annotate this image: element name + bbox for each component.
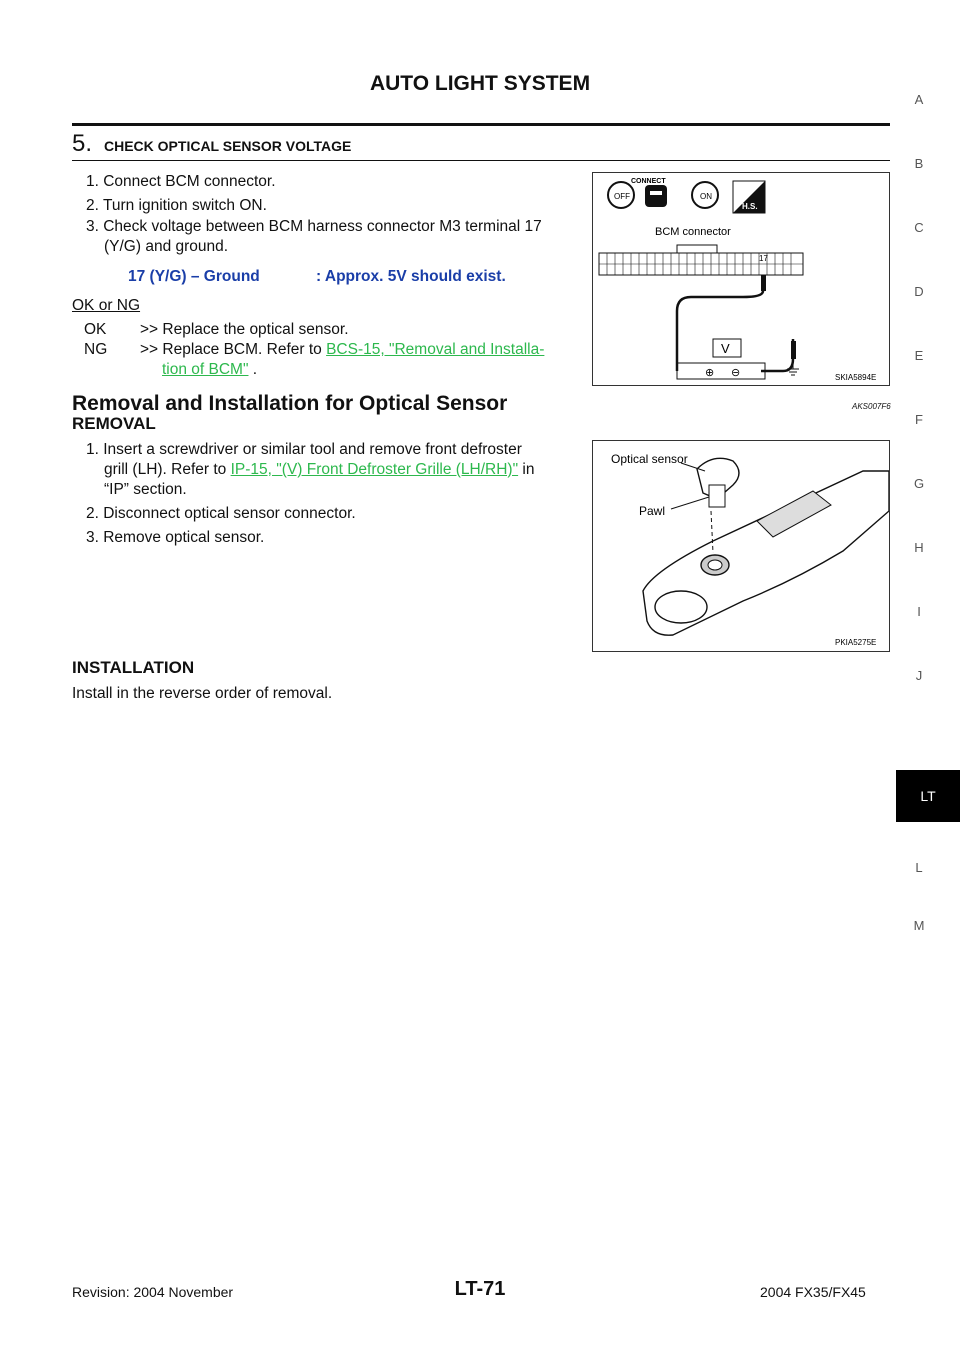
step-item-2: 2. Turn ignition switch ON.	[86, 197, 267, 214]
side-index-l[interactable]: L	[915, 860, 923, 875]
svg-text:Pawl: Pawl	[639, 504, 666, 518]
svg-text:ON: ON	[700, 192, 712, 201]
page-title: AUTO LIGHT SYSTEM	[369, 72, 591, 95]
side-index-f[interactable]: F	[915, 412, 923, 427]
optical-sensor-diagram	[593, 441, 889, 651]
bcm-connector-figure	[592, 172, 890, 386]
bcs-15-link-cont[interactable]: tion of BCM"	[162, 361, 249, 378]
ok-label: OK	[84, 321, 107, 338]
spec-label: 17 (Y/G) – Ground	[128, 268, 260, 285]
svg-text:BCM connector: BCM connector	[655, 226, 731, 238]
removal-step-3: 3. Remove optical sensor.	[86, 529, 265, 546]
section-code: AKS007F6	[852, 402, 891, 411]
removal-step-1-cont	[104, 460, 534, 480]
svg-text:V: V	[721, 341, 730, 356]
removal-step-1: 1. Insert a screwdriver or similar tool and remove front defroster	[86, 441, 522, 458]
side-index-m[interactable]: M	[913, 918, 925, 933]
removal-step-1-cont2: “IP” section.	[104, 481, 187, 498]
spec-value: : Approx. 5V should exist.	[316, 268, 506, 285]
footer-revision: Revision: 2004 November	[72, 1284, 234, 1300]
side-index-c[interactable]: C	[914, 220, 924, 235]
ng-text-line	[140, 340, 544, 360]
side-index-g[interactable]: G	[913, 476, 925, 491]
svg-text:Optical sensor: Optical sensor	[611, 452, 688, 466]
svg-text:17: 17	[759, 254, 768, 263]
step-rule	[72, 160, 890, 161]
svg-text:SKIA5894E: SKIA5894E	[835, 373, 877, 382]
ignition-off-icon	[608, 182, 634, 208]
ng-end: .	[248, 361, 258, 378]
installation-text: Install in the reverse order of removal.	[72, 685, 333, 702]
side-index-h[interactable]: H	[914, 540, 924, 555]
side-index-i[interactable]: I	[917, 604, 921, 619]
step-title: CHECK OPTICAL SENSOR VOLTAGE	[104, 138, 352, 154]
connector-icon	[631, 178, 667, 207]
removal-step-2: 2. Disconnect optical sensor connector.	[86, 505, 356, 522]
removal-heading: REMOVAL	[72, 414, 156, 433]
side-index-lt-active[interactable]: LT	[896, 770, 960, 822]
section-title: Removal and Installation for Optical Sensor	[72, 392, 508, 415]
ok-ng-heading: OK or NG	[72, 297, 141, 314]
ng-text: >> Replace BCM. Refer to	[140, 341, 327, 358]
removal-step-1-post: in	[518, 461, 535, 478]
step-item-1: 1. Connect BCM connector.	[86, 173, 276, 190]
removal-step-1-text: grill (LH). Refer to	[104, 461, 231, 478]
bcs-15-link[interactable]: BCS-15, "Removal and Installa-	[326, 341, 545, 358]
optical-sensor-figure	[592, 440, 890, 652]
step-number: 5.	[72, 130, 93, 157]
svg-text:⊖: ⊖	[731, 367, 741, 379]
side-index-b[interactable]: B	[914, 156, 924, 171]
side-index-j[interactable]: J	[915, 668, 923, 683]
svg-text:CONNECT: CONNECT	[631, 178, 666, 185]
footer-model: 2004 FX35/FX45	[760, 1284, 866, 1300]
svg-text:H.S.: H.S.	[742, 202, 758, 211]
footer-page-number: LT-71	[454, 1278, 506, 1300]
svg-text:⊕: ⊕	[705, 367, 715, 379]
step-item-3: 3. Check voltage between BCM harness connector M3 terminal 17	[86, 218, 542, 235]
installation-heading: INSTALLATION	[72, 658, 195, 677]
side-index-e[interactable]: E	[914, 348, 924, 363]
ok-text: >> Replace the optical sensor.	[140, 321, 349, 338]
bcm-connector-diagram	[593, 173, 889, 385]
ignition-on-icon	[692, 182, 718, 208]
ip-15-link[interactable]: IP-15, "(V) Front Defroster Grille (LH/RH)"	[230, 461, 519, 478]
side-index-d[interactable]: D	[914, 284, 924, 299]
step-item-3-cont: (Y/G) and ground.	[104, 238, 229, 255]
ng-text-line2	[162, 360, 257, 380]
svg-text:PKIA5275E: PKIA5275E	[835, 638, 877, 647]
svg-text:OFF: OFF	[614, 192, 630, 201]
side-index-a[interactable]: A	[914, 92, 924, 107]
harness-side-icon	[733, 181, 765, 213]
ng-label: NG	[84, 341, 108, 358]
header-rule	[72, 123, 890, 126]
